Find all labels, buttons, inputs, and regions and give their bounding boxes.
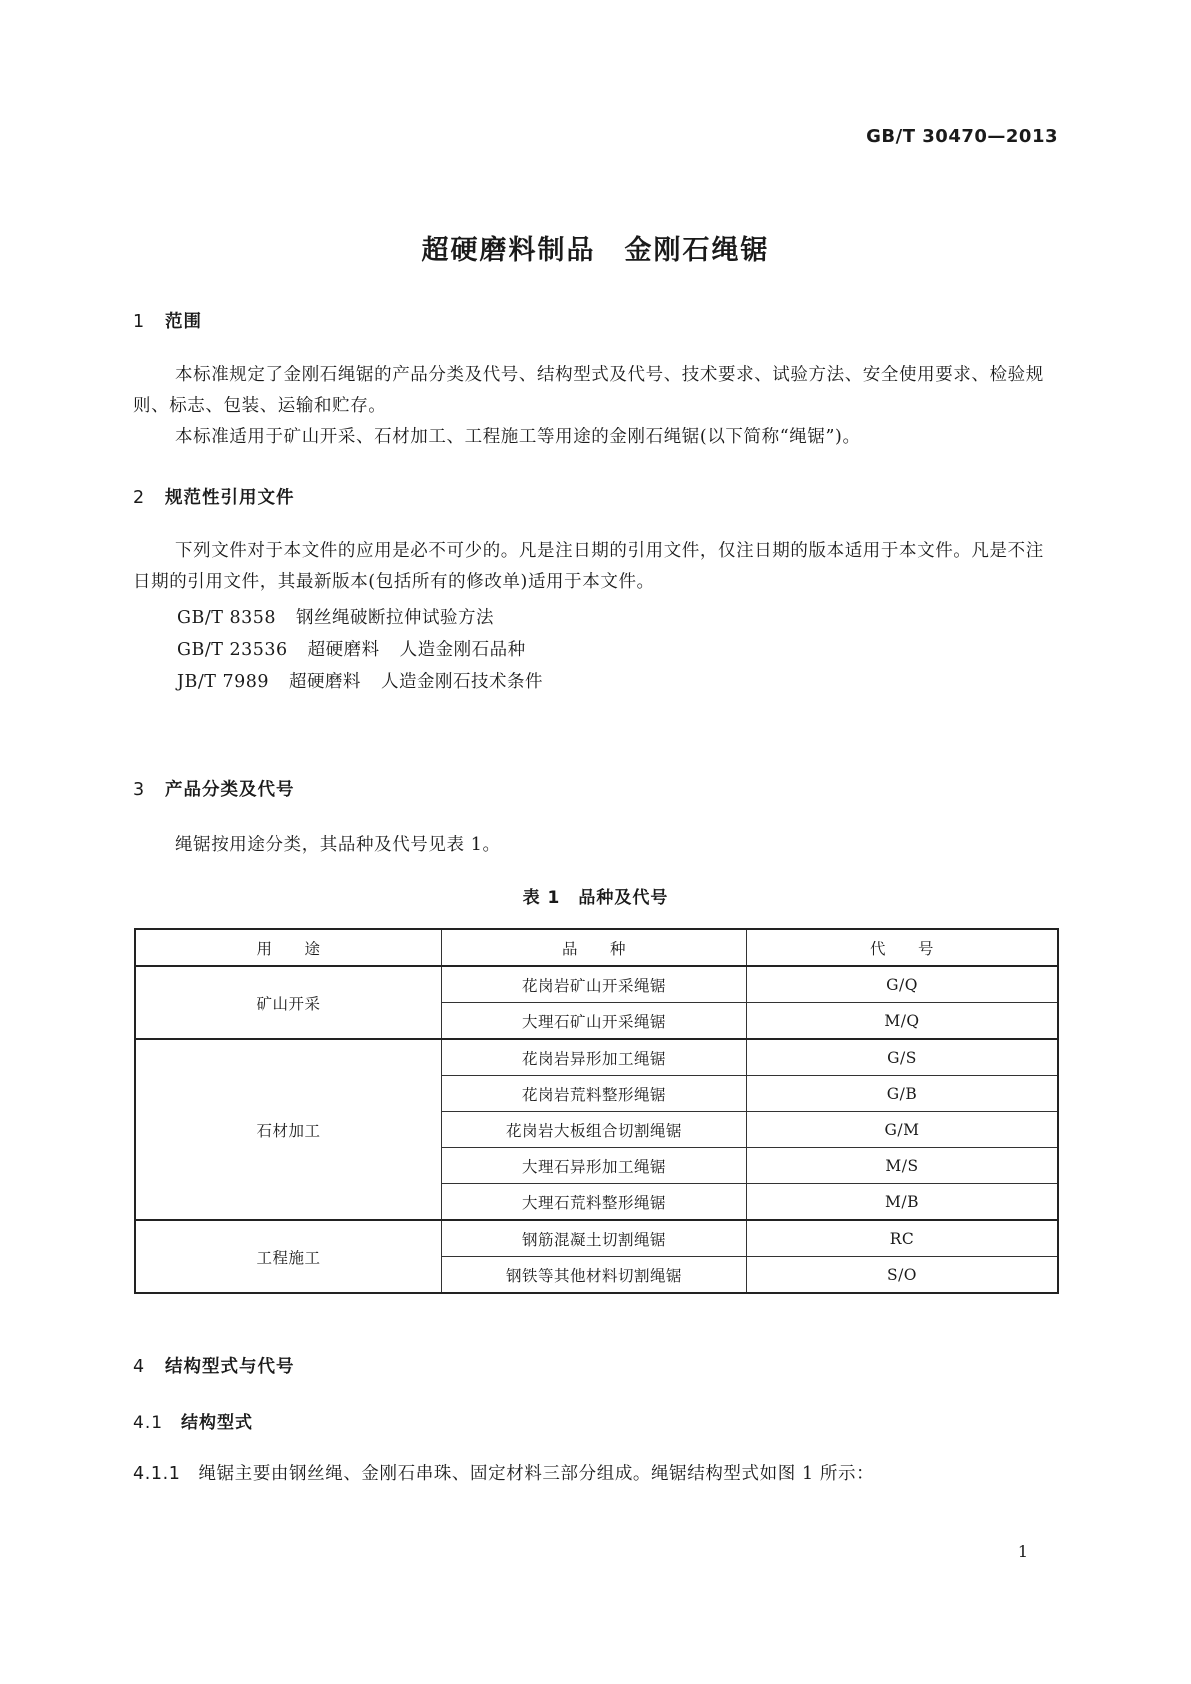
subsection-4-1-heading <box>133 1408 253 1433</box>
paragraph: 绳锯按用途分类，其品种及代号见表 1。 <box>175 835 501 855</box>
paragraph: 本标准规定了金刚石绳锯的产品分类及代号、结构型式及代号、技术要求、试验方法、安全使用要求、检验规则、标志、包装、运输和贮存。 <box>133 365 1044 416</box>
subsection-title: 结构型式 <box>181 1413 253 1433</box>
code-cell: G/Q <box>747 966 1058 1003</box>
section-title: 结构型式与代号 <box>165 1357 295 1377</box>
variety-cell: 大理石矿山开采绳锯 <box>442 1003 747 1040</box>
variety-cell: 大理石异形加工绳锯 <box>442 1148 747 1184</box>
table-row <box>135 1220 1058 1257</box>
header-variety: 品 种 <box>442 929 747 966</box>
section-2-body <box>133 536 1059 598</box>
reference-code: GB/T 8358 <box>177 608 277 628</box>
code-cell: M/Q <box>747 1003 1058 1040</box>
table-row <box>135 966 1058 1003</box>
variety-cell: 花岗岩异形加工绳锯 <box>442 1039 747 1076</box>
code-cell: S/O <box>747 1257 1058 1294</box>
section-4-heading <box>133 1353 295 1378</box>
reference-title: 超硬磨料 <box>307 640 380 660</box>
clause-4-1-1 <box>133 1460 874 1485</box>
reference-subtitle: 人造金刚石品种 <box>399 640 526 660</box>
table-caption: 表 1 品种及代号 <box>522 888 669 908</box>
reference-item <box>177 636 526 661</box>
usage-cell: 矿山开采 <box>135 966 442 1039</box>
section-title: 规范性引用文件 <box>165 488 295 508</box>
reference-item <box>177 604 494 629</box>
variety-cell: 钢铁等其他材料切割绳锯 <box>442 1257 747 1294</box>
clause-number: 4.1.1 <box>133 1464 181 1484</box>
section-2-heading <box>133 484 295 509</box>
document-title: 超硬磨料制品 金刚石绳锯 <box>421 235 770 266</box>
code-cell: G/B <box>747 1076 1058 1112</box>
header-code: 代 号 <box>747 929 1058 966</box>
section-title: 范围 <box>165 312 202 332</box>
variety-cell: 大理石荒料整形绳锯 <box>442 1184 747 1221</box>
code-cell: M/S <box>747 1148 1058 1184</box>
code-cell: G/S <box>747 1039 1058 1076</box>
code-cell: G/M <box>747 1112 1058 1148</box>
code-cell: RC <box>747 1220 1058 1257</box>
variety-cell: 花岗岩矿山开采绳锯 <box>442 966 747 1003</box>
section-3-body <box>133 830 1059 861</box>
table-row <box>135 1039 1058 1076</box>
variety-cell: 花岗岩大板组合切割绳锯 <box>442 1112 747 1148</box>
reference-title: 超硬磨料 <box>289 672 362 692</box>
code-cell: M/B <box>747 1184 1058 1221</box>
section-number: 3 <box>133 780 146 800</box>
reference-code: JB/T 7989 <box>177 672 270 692</box>
subsection-number: 4.1 <box>133 1413 164 1433</box>
section-3-heading <box>133 776 295 801</box>
page-number: 1 <box>1017 1542 1028 1561</box>
section-number: 2 <box>133 488 146 508</box>
variety-cell: 钢筋混凝土切割绳锯 <box>442 1220 747 1257</box>
variety-cell: 花岗岩荒料整形绳锯 <box>442 1076 747 1112</box>
usage-cell: 工程施工 <box>135 1220 442 1293</box>
variety-code-table <box>134 928 1059 1294</box>
usage-cell: 石材加工 <box>135 1039 442 1220</box>
standard-number: GB/T 30470—2013 <box>866 126 1058 147</box>
reference-title: 钢丝绳破断拉伸试验方法 <box>296 608 495 628</box>
reference-item <box>177 668 543 693</box>
reference-subtitle: 人造金刚石技术条件 <box>381 672 544 692</box>
section-1-body <box>133 360 1059 453</box>
table-header-row <box>135 929 1058 966</box>
paragraph: 本标准适用于矿山开采、石材加工、工程施工等用途的金刚石绳锯(以下简称“绳锯”)。 <box>175 427 861 447</box>
clause-text: 绳锯主要由钢丝绳、金刚石串珠、固定材料三部分组成。绳锯结构型式如图 1 所示： <box>198 1464 875 1484</box>
section-title: 产品分类及代号 <box>165 780 295 800</box>
section-number: 4 <box>133 1357 146 1377</box>
paragraph: 下列文件对于本文件的应用是必不可少的。凡是注日期的引用文件，仅注日期的版本适用于本文件。凡是不注日期的引用文件，其最新版本(包括所有的修改单)适用于本文件。 <box>133 541 1044 592</box>
reference-code: GB/T 23536 <box>177 640 288 660</box>
header-usage: 用 途 <box>135 929 442 966</box>
section-number: 1 <box>133 312 146 332</box>
section-1-heading <box>133 308 202 333</box>
